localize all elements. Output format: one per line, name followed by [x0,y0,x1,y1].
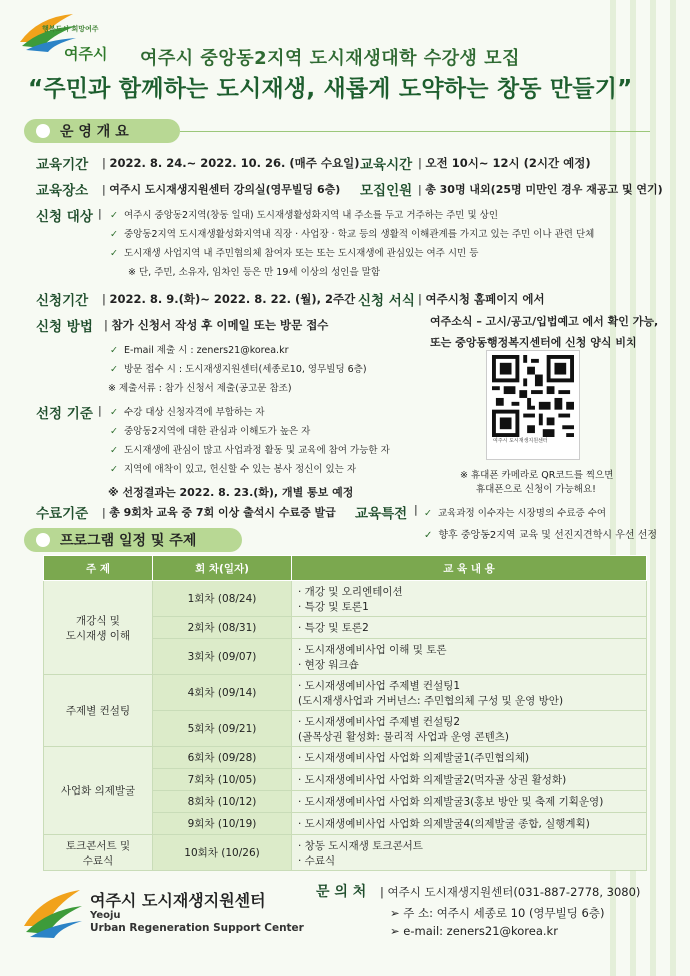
form-value: | 여주시청 홈페이지 에서 [418,292,545,306]
target-note: ※ 단, 주민, 소유자, 임차인 등은 만 19세 이상의 성인을 말함 [128,267,381,278]
table-row [44,581,647,617]
session-cell: 3회차 (09/07) [153,639,292,675]
select-text: 중앙동2지역에 대한 관심과 이해도가 높은 자 [123,426,311,437]
time-text: 오전 10시~ 12시 (2시간 예정) [425,156,591,170]
content-cell [292,675,647,711]
method-value: | 참가 신청서 작성 후 이메일 또는 방문 접수 [104,318,329,332]
section-overview-title: 운 영 개 요 [60,124,129,140]
check-icon: ✓ [110,364,118,375]
benefit-text: 향후 중앙동2지역 교육 및 선진지견학시 우선 선정 [438,530,658,541]
content-cell [292,581,647,617]
contact-text: 여주시 도시재생지원센터(031-887-2778, 3080) [387,885,641,899]
select-note: ※ 선정결과는 2022. 8. 23.(화), 개별 통보 예정 [108,486,354,499]
content-line: · 창동 도시재생 토크콘서트 [298,839,423,852]
target-item [110,207,498,221]
place-value: | 여주시 도시재생지원센터 강의실(영무빌딩 6층) [102,183,341,196]
benefit-label: 교육특전 [355,506,408,522]
session-cell: 7회차 (10/05) [153,769,292,791]
qr-note-2: 휴대폰으로 신청이 가능해요! [476,484,596,495]
col-content: 교 육 내 용 [292,556,647,581]
capacity-label: 모집인원 [360,183,413,199]
content-line: · 도시재생예비사업 주제별 컨설팅1 [298,679,461,692]
capacity-text: 총 30명 내외(25명 미만인 경우 재공고 및 연기) [425,183,663,196]
period-label: 교육기간 [36,157,89,173]
time-label: 교육시간 [360,157,413,173]
table-header-row [44,556,647,581]
topic-cell: 주제별 컨설팅 [44,675,153,747]
page-title: 여주시 중앙동2지역 도시재생대학 수강생 모집 [140,48,520,69]
select-label: 선정 기준 [36,406,93,422]
content-line: · 특강 및 토론2 [298,622,369,634]
bg-stripe [650,0,656,976]
method-text: 참가 신청서 작성 후 이메일 또는 방문 접수 [111,318,329,332]
check-icon: ✓ [110,210,118,221]
form-label: 신청 서식 [358,293,415,309]
benefit-item [424,505,606,519]
target-item [110,245,478,259]
section-program-header [24,528,242,552]
content-line: · 수료식 [298,854,336,867]
time-value: | 오전 10시~ 12시 (2시간 예정) [418,156,591,170]
method-item [110,361,367,375]
content-line: · 현장 워크숍 [298,658,359,671]
method-note: ※ 제출서류 : 참가 신청서 제출(공고문 참조) [108,383,292,394]
method-visit: 방문 접수 시 : 도시재생지원센터(세종로10, 영무빌딩 6층) [123,364,367,375]
bullet-circle-icon [36,124,50,138]
complete-label: 수료기준 [36,506,89,522]
section-program-title: 프로그램 일정 및 주제 [60,533,197,549]
target-divider: | [98,207,102,220]
period-value: | 2022. 8. 24.~ 2022. 10. 26. (매주 수요일) [102,156,360,170]
session-cell: 1회차 (08/24) [153,581,292,617]
form-text-1: 여주시청 홈페이지 에서 [425,292,545,306]
check-icon: ✓ [110,407,118,418]
qr-code[interactable] [486,350,580,460]
session-cell: 10회차 (10/26) [153,835,292,871]
select-text: 수강 대상 신청자격에 부합하는 자 [123,407,265,418]
topic-cell: 개강식 및 도시재생 이해 [44,581,153,675]
content-line: · 도시재생예비사업 주제별 컨설팅2 [298,715,461,728]
table-row [44,835,647,871]
content-cell [292,769,647,791]
benefit-divider: | [414,503,418,516]
target-text: 도시재생 사업지역 내 주민협의체 참여자 또는 또는 도시재생에 관심있는 여주 시민 등 [123,248,479,259]
complete-value: | 총 9회차 교육 중 7회 이상 출석시 수료증 발급 [102,506,336,519]
center-name-en-2: Urban Regeneration Support Center [90,922,304,934]
apply-period-value: | 2022. 8. 9.(화)~ 2022. 8. 22. (월), 2주간 [102,292,356,306]
content-cell [292,617,647,639]
contact-label: 문 의 처 [316,884,367,900]
content-line: · 도시재생예비사업 사업화 의제발굴2(먹자골 상권 활성화) [298,774,567,786]
place-label: 교육장소 [36,183,89,199]
check-icon: ✓ [424,530,433,541]
table-row [44,747,647,769]
target-label: 신청 대상 [36,209,93,225]
content-cell [292,711,647,747]
apply-period-text: 2022. 8. 9.(화)~ 2022. 8. 22. (월), 2주간 [109,292,356,306]
content-cell [292,639,647,675]
qr-code-icon [487,355,579,437]
benefit-text: 교육과정 이수자는 시장명의 수료증 수여 [437,508,607,519]
program-table [43,555,647,871]
content-line: · 개강 및 오리엔테이션 [298,585,403,598]
qr-note-1: ※ 휴대폰 카메라로 QR코드를 찍으면 [460,470,614,481]
city-slogan: 행복도시 희망여주 [42,25,99,33]
content-cell [292,747,647,769]
content-line: · 도시재생예비사업 이해 및 토론 [298,643,447,656]
session-cell: 6회차 (09/28) [153,747,292,769]
target-text: 중앙동2지역 도시재생활성화지역내 직장 · 사업장 · 학교 등의 생활적 이해관계를 가지고 있는 주민 이나 관련 단체 [123,229,595,240]
select-item [110,461,356,475]
col-session: 회 차(일자) [153,556,292,581]
content-line: (골목상권 활성화: 물리적 사업과 운영 콘텐츠) [298,730,509,743]
content-line: · 도시재생예비사업 사업화 의제발굴4(의제발굴 종합, 실행계획) [298,818,590,830]
method-item [110,342,288,356]
content-line: (도시재생사업과 거버넌스: 주민협의체 구성 및 운영 방안) [298,694,564,707]
form-text-3: 또는 중앙동행정복지센터에 신청 양식 비치 [430,336,637,349]
table-row [44,675,647,711]
content-line: · 도시재생예비사업 사업화 의제발굴3(홍보 방안 및 축제 기획운영) [298,796,604,808]
period-text: 2022. 8. 24.~ 2022. 10. 26. (매주 수요일) [109,156,360,170]
place-text: 여주시 도시재생지원센터 강의실(영무빌딩 6층) [109,183,341,196]
select-item [110,442,390,456]
center-name-en-1: Yeoju [90,910,121,921]
check-icon: ✓ [110,464,118,475]
benefit-item [424,526,657,541]
contact-address: ➢ 주 소: 여주시 세종로 10 (영무빌딩 6층) [390,906,605,920]
contact-email[interactable]: ➢ e-mail: zeners21@korea.kr [390,924,558,938]
method-label: 신청 방법 [36,319,93,335]
select-item [110,404,265,418]
center-logo-icon [22,888,84,938]
city-name: 여주시 [64,45,108,63]
select-divider: | [98,404,102,417]
section-overview-header [24,119,180,143]
topic-cell: 사업화 의제발굴 [44,747,153,835]
select-text: 지역에 애착이 있고, 헌신할 수 있는 봉사 정신이 있는 자 [123,464,357,475]
target-item [110,226,594,240]
session-cell: 2회차 (08/31) [153,617,292,639]
contact-value: | 여주시 도시재생지원센터(031-887-2778, 3080) [380,885,641,899]
check-icon: ✓ [110,426,118,437]
check-icon: ✓ [424,508,432,519]
session-cell: 4회차 (09/14) [153,675,292,711]
content-line: · 도시재생예비사업 사업화 의제발굴1(주민협의체) [298,752,530,764]
content-cell [292,813,647,835]
divider [180,131,650,132]
check-icon: ✓ [110,229,118,240]
topic-cell: 토크콘서트 및 수료식 [44,835,153,871]
apply-period-label: 신청기간 [36,293,89,309]
session-cell: 5회차 (09/21) [153,711,292,747]
content-cell [292,791,647,813]
content-cell [292,835,647,871]
check-icon: ✓ [110,248,118,259]
target-text: 여주시 중앙동2지역(창동 일대) 도시재생활성화지역 내 주소를 두고 거주하는 주민 및 상인 [123,210,498,221]
form-text-2: 여주소식 – 고시/공고/입법예고 에서 확인 가능, [430,315,659,328]
table-body [44,581,647,871]
qr-caption: 여주시 도시재생지원센터 [493,438,548,444]
complete-text: 총 9회차 교육 중 7회 이상 출석시 수료증 발급 [109,506,336,519]
col-topic: 주 제 [44,556,153,581]
page-subtitle: “주민과 함께하는 도시재생, 새롭게 도약하는 창동 만들기” [28,76,633,102]
content-line: · 특강 및 토론1 [298,600,369,613]
select-text: 도시재생에 관심이 많고 사업과정 활동 및 교육에 참여 가능한 자 [123,445,390,456]
check-icon: ✓ [110,445,118,456]
session-cell: 9회차 (10/19) [153,813,292,835]
select-item [110,423,310,437]
center-name: 여주시 도시재생지원센터 [90,891,266,910]
bullet-circle-icon [36,533,50,547]
capacity-value: | 총 30명 내외(25명 미만인 경우 재공고 및 연기) [418,183,663,196]
check-icon: ✓ [110,345,118,356]
method-email: E-mail 제출 시 : zeners21@korea.kr [123,345,289,356]
session-cell: 8회차 (10/12) [153,791,292,813]
bg-stripe [670,0,676,976]
